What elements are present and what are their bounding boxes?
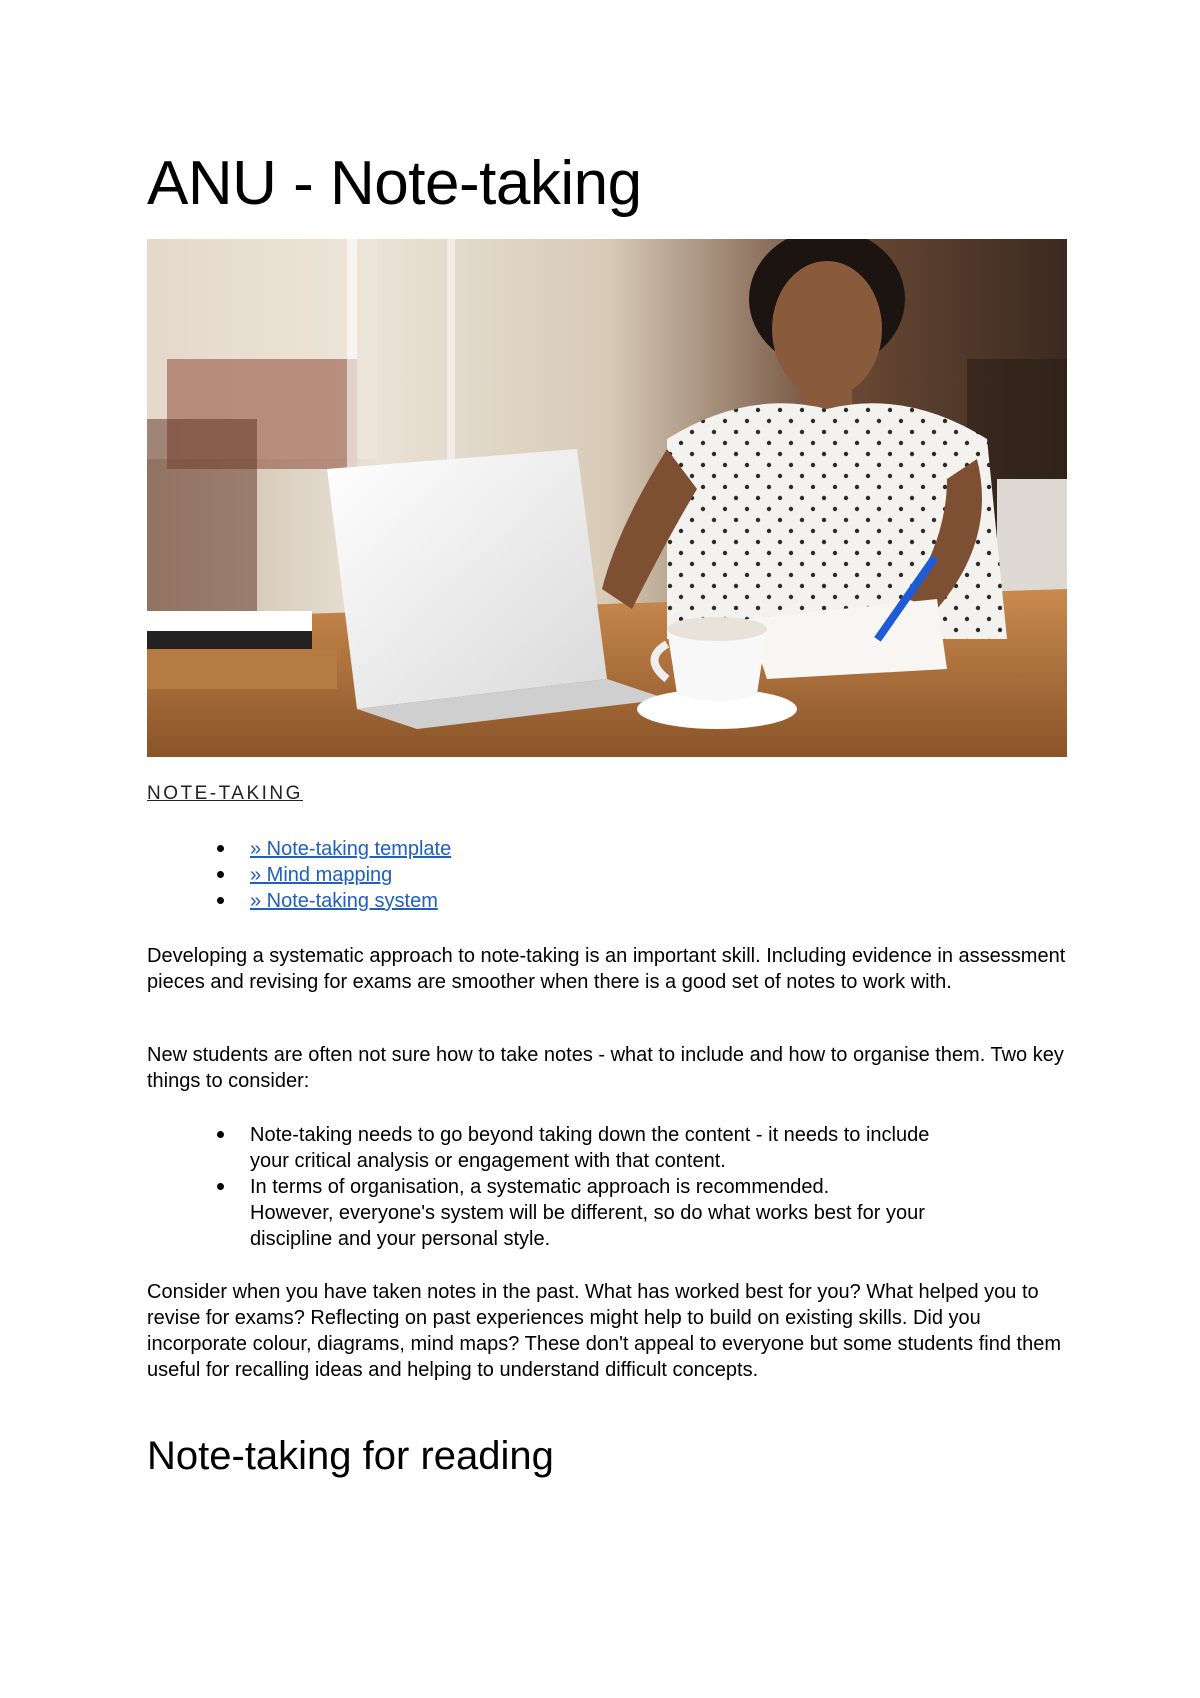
key-point-line: Note-taking needs to go beyond taking down the content - it needs to include [250, 1124, 930, 1146]
list-item [147, 1122, 1067, 1174]
key-points-list [147, 1122, 1067, 1252]
list-item [147, 1174, 1067, 1252]
new-students-paragraph: New students are often not sure how to take notes - what to include and how to organise them. Two key things to consider: [147, 1044, 1064, 1092]
section-heading: Note-taking for reading [147, 1434, 554, 1478]
key-point-line: However, everyone's system will be different, so do what works best for your [250, 1202, 925, 1224]
intro-paragraph: Developing a systematic approach to note-taking is an important skill. Including evidence in assessment pieces and revising for exams are smoother when there is a good set of notes to work with. [147, 945, 1066, 993]
hero-photo [147, 239, 1067, 757]
note-taking-system-link[interactable]: » Note-taking system [250, 890, 438, 912]
list-item [147, 888, 1067, 914]
mind-mapping-link[interactable]: » Mind mapping [250, 864, 393, 886]
reflection-paragraph: Consider when you have taken notes in the past. What has worked best for you? What helped you to revise for exams? Reflecting on past experiences might help to build on existing skills. Did you incorporate colour, diagrams, mind maps? These don't appeal to everyone but some students find them useful for recalling ideas and helping to understand difficult concepts. [147, 1281, 1061, 1381]
list-item [147, 836, 1067, 862]
page-title: ANU - Note-taking [147, 149, 642, 218]
list-item [147, 862, 1067, 888]
section-label: NOTE-TAKING [147, 783, 303, 804]
key-point-line: In terms of organisation, a systematic approach is recommended. [250, 1176, 830, 1198]
resource-links [147, 836, 1067, 914]
student-studying-illustration [147, 239, 1067, 757]
key-point-line: your critical analysis or engagement with that content. [250, 1150, 726, 1172]
note-taking-template-link[interactable]: » Note-taking template [250, 838, 452, 860]
key-point-line: discipline and your personal style. [250, 1228, 551, 1250]
